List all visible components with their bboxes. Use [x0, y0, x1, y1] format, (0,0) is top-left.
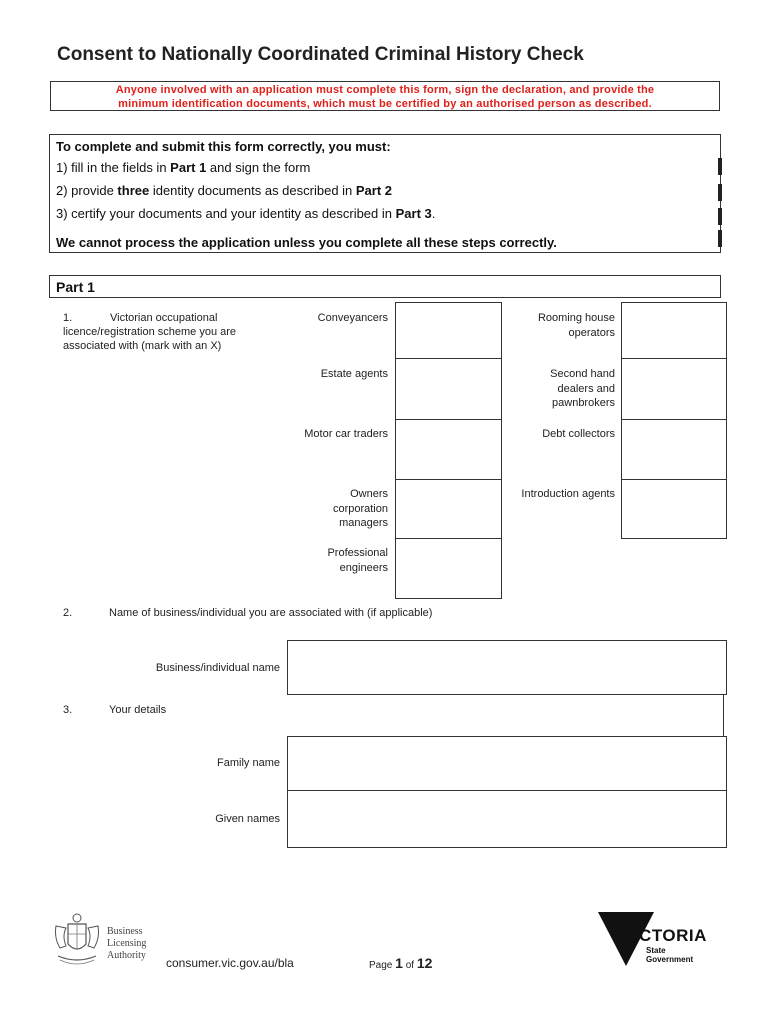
option-label-second-hand-dealers: Second hand dealers and pawnbrokers — [550, 368, 615, 409]
family-name-label: Family name — [217, 757, 280, 769]
question-2-text: Name of business/individual you are associated with (if applicable) — [109, 607, 433, 619]
checkbox-debt-collectors[interactable] — [621, 419, 727, 480]
part-1-heading: Part 1 — [49, 275, 721, 298]
requirements-notice — [50, 81, 720, 111]
question-3-number: 3. — [63, 704, 73, 716]
instructions-border-accent — [718, 184, 722, 201]
instruction-step-1: 1) fill in the fields in Part 1 and sign the form — [56, 160, 311, 175]
question-3-text: Your details — [109, 704, 167, 716]
instructions-box — [49, 134, 721, 253]
checkbox-motor-car-traders[interactable] — [395, 419, 502, 480]
checkbox-conveyancers[interactable] — [395, 302, 502, 359]
form-title: Consent to Nationally Coordinated Criminal History Check — [57, 44, 584, 65]
checkbox-rooming-house-operators[interactable] — [621, 302, 727, 359]
instructions-border-accent — [718, 208, 722, 225]
instructions-warning: We cannot process the application unless you complete all these steps correctly. — [56, 235, 557, 250]
instructions-heading: To complete and submit this form correctly, you must: — [56, 139, 391, 154]
checkbox-estate-agents[interactable] — [395, 358, 502, 420]
bla-logo-text: Business Licensing Authority — [107, 926, 147, 961]
requirements-notice-line2: minimum identification documents, which must be certified by an authorised person as described. — [118, 98, 652, 110]
option-label-conveyancers: Conveyancers — [317, 312, 388, 324]
given-names-field[interactable] — [287, 790, 727, 848]
checkbox-second-hand-dealers[interactable] — [621, 358, 727, 420]
instruction-step-3: 3) certify your documents and your identity as described in Part 3. — [56, 206, 436, 221]
option-label-debt-collectors: Debt collectors — [542, 428, 615, 440]
requirements-notice-line1: Anyone involved with an application must complete this form, sign the declaration, and provide the — [115, 84, 655, 96]
instructions-border-accent — [718, 158, 722, 175]
option-label-introduction-agents: Introduction agents — [521, 488, 615, 500]
footer-url: consumer.vic.gov.au/bla — [166, 956, 294, 970]
checkbox-introduction-agents[interactable] — [621, 479, 727, 539]
coat-of-arms-icon — [52, 912, 102, 968]
option-label-owners-corporation-managers: Owners corporation managers — [332, 488, 388, 529]
option-label-motor-car-traders: Motor car traders — [304, 428, 388, 440]
business-name-label: Business/individual name — [155, 662, 280, 674]
business-name-field[interactable] — [287, 640, 727, 695]
question-1-number: 1. — [63, 312, 73, 324]
victoria-logo-text: VICTORIA — [622, 926, 707, 945]
family-name-field[interactable] — [287, 736, 727, 791]
instructions-border-accent — [718, 230, 722, 247]
question-1-text: Victorian occupational licence/registration scheme you are associated with (mark with an X) — [63, 312, 237, 352]
option-label-rooming-house-operators: Rooming house operators — [537, 312, 615, 339]
checkbox-owners-corporation-managers[interactable] — [395, 479, 502, 539]
option-label-professional-engineers: Professional engineers — [327, 547, 388, 574]
question-2-number: 2. — [63, 607, 73, 619]
checkbox-professional-engineers[interactable] — [395, 538, 502, 599]
page-indicator: Page 1 of 12 — [369, 955, 433, 971]
instruction-step-2: 2) provide three identity documents as described in Part 2 — [56, 183, 393, 198]
option-label-estate-agents: Estate agents — [320, 368, 388, 380]
given-names-label: Given names — [215, 813, 280, 825]
section-divider — [723, 694, 724, 737]
state-government-text: State Government — [646, 946, 694, 964]
